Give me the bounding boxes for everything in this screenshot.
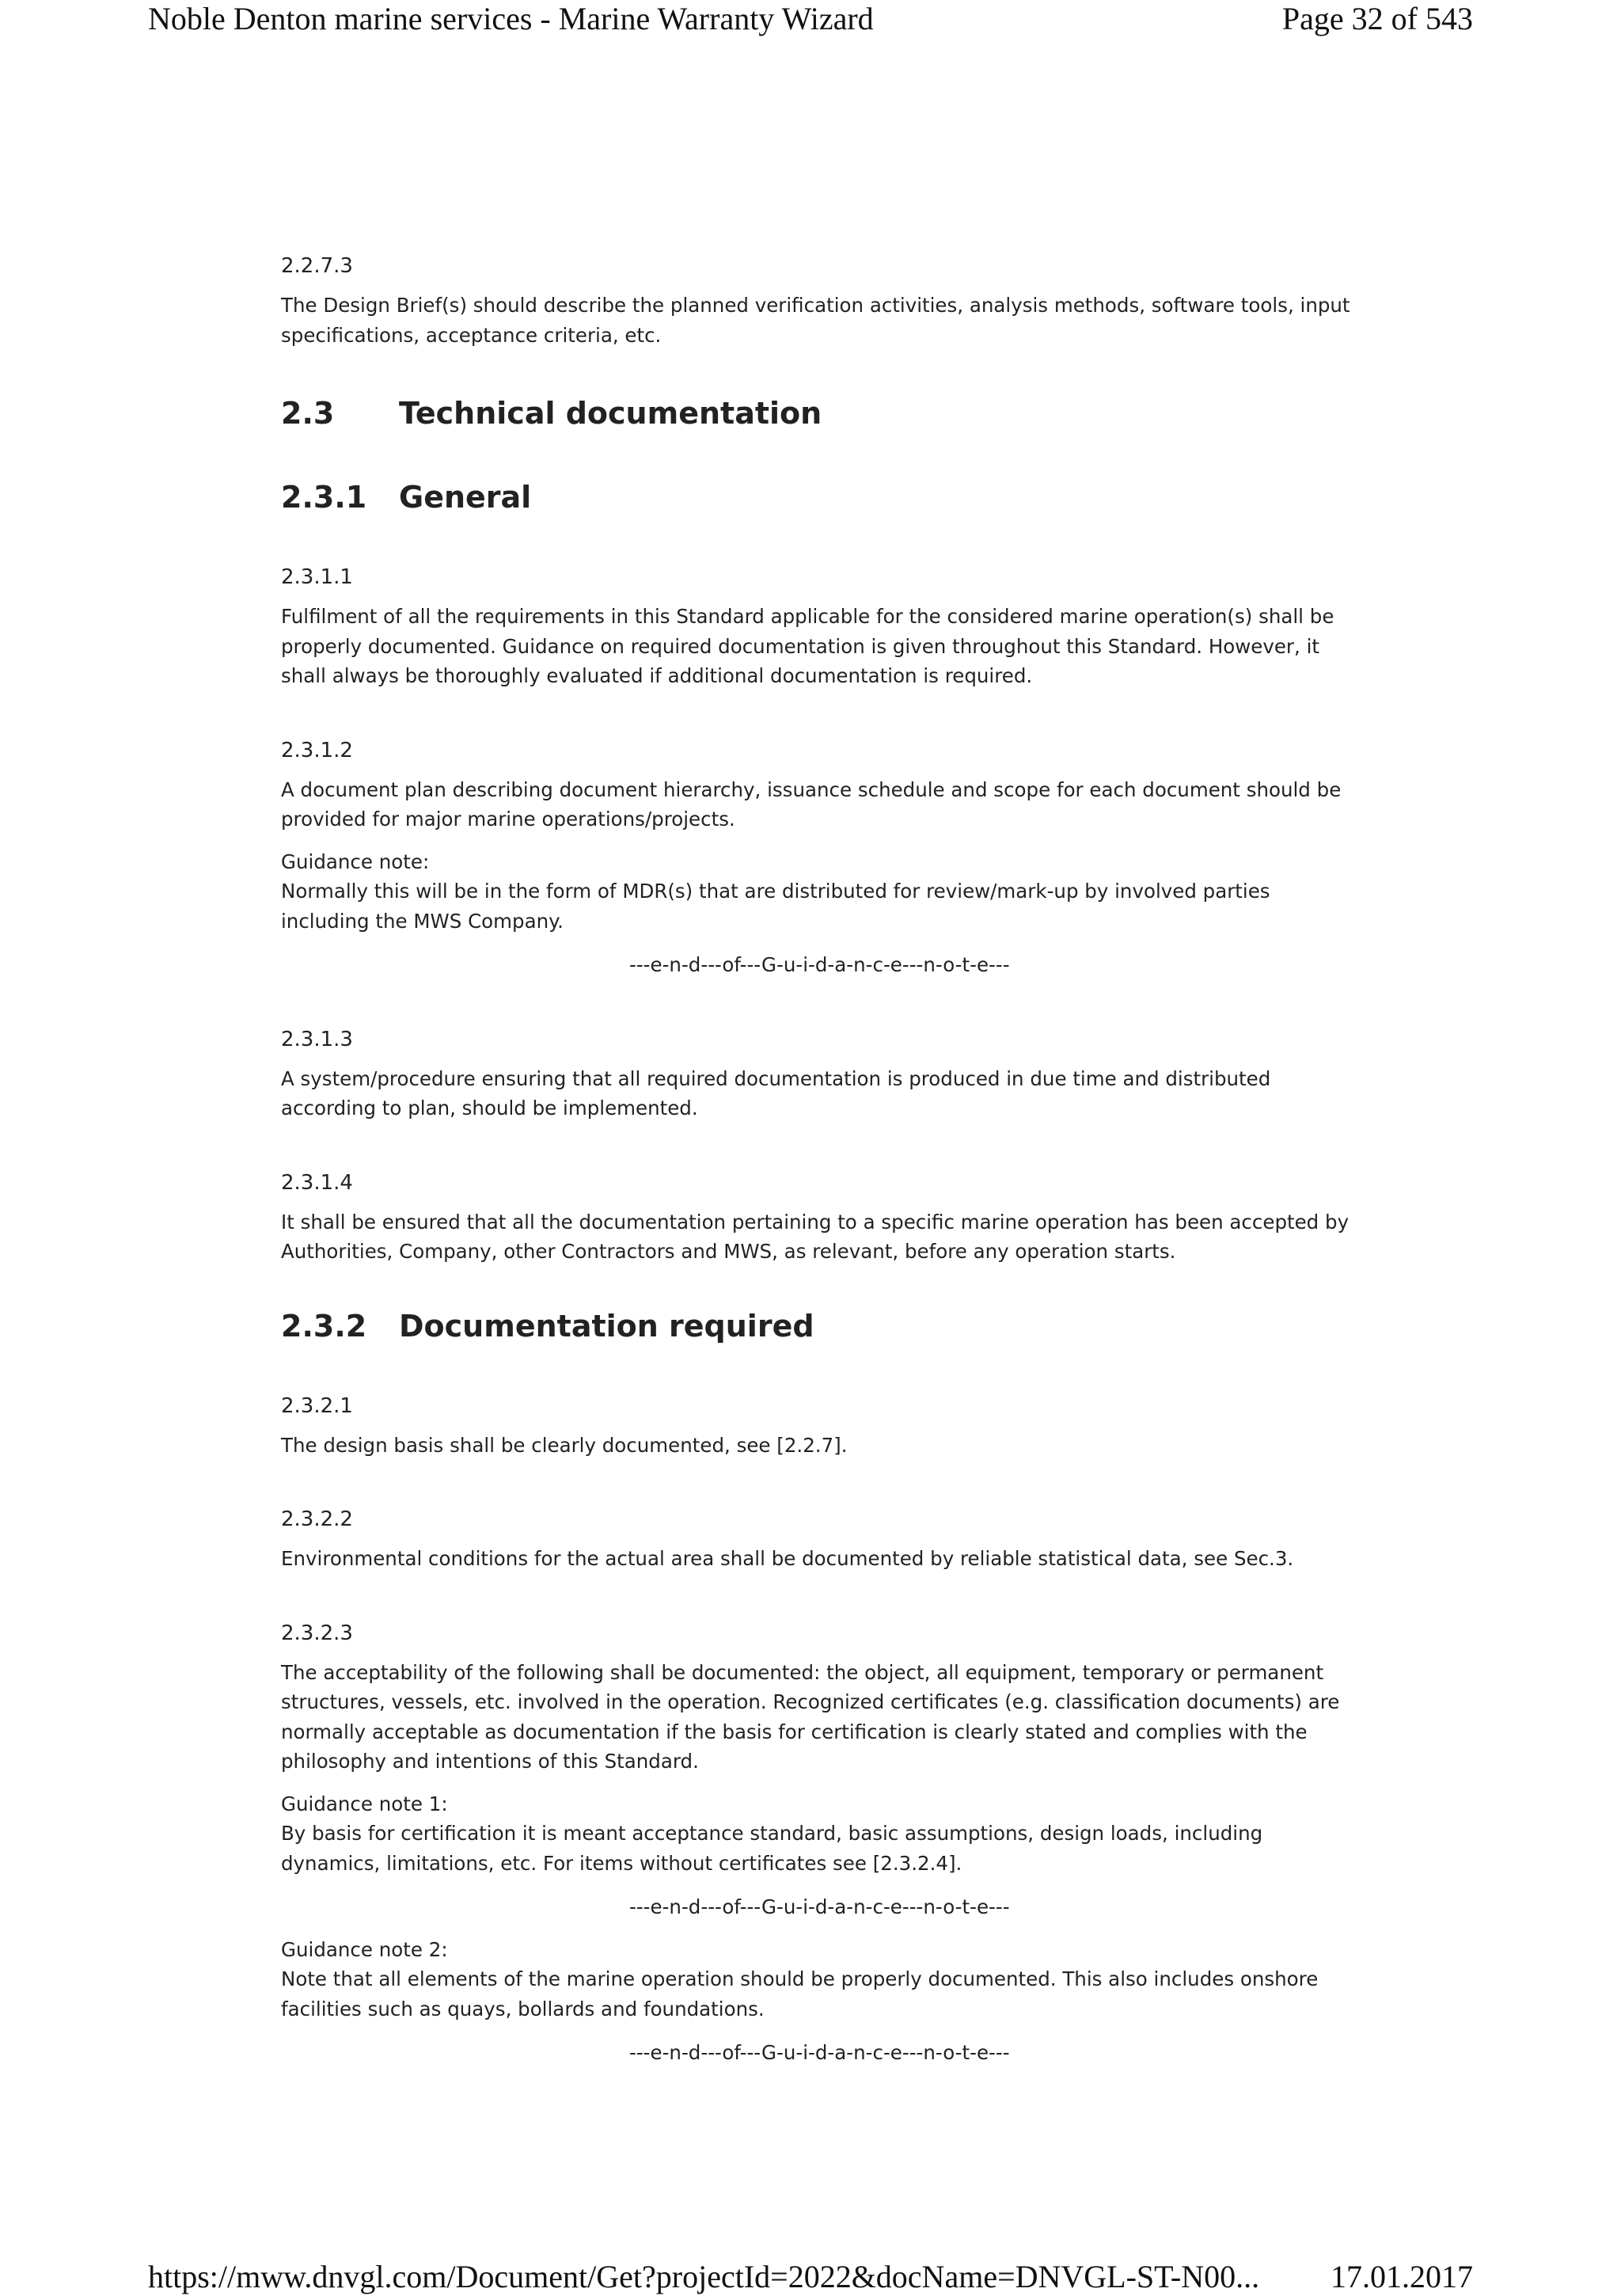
paragraph-text: Fulfilment of all the requirements in this Standard applicable for the considered marine operation(s) shall be properly documented. Guidance on required documentation is given throughout this Standard. However, it shall always be thoroughly evaluated if additional documentation is required.: [281, 605, 1334, 687]
page-header: [148, 0, 1473, 38]
print-date: 17.01.2017: [1331, 2259, 1473, 2294]
paragraph-2-3-1-2: [281, 736, 1357, 980]
section-number: 2.3: [281, 396, 335, 431]
section-title: Technical documentation: [399, 396, 822, 431]
section-heading-2-3-1: [281, 479, 1357, 515]
paragraph-2-3-2-3: [281, 1619, 1357, 2068]
paragraph-number: 2.3.1.2: [281, 738, 353, 762]
guidance-note-2-end: ---e-n-d---of---G-u-i-d-a-n-c-e---n-o-t-e---: [629, 2041, 1010, 2064]
paragraph-number: 2.3.1.4: [281, 1170, 353, 1195]
paragraph-text: A system/procedure ensuring that all required documentation is produced in due time and distributed according to plan, should be implemented.: [281, 1066, 1271, 1119]
guidance-note-text: Normally this will be in the form of MDR(s) that are distributed for review/mark-up by involved parties including the MWS Company.: [281, 880, 1270, 933]
section-title: Documentation required: [399, 1308, 814, 1344]
source-url: https://mww.dnvgl.com/Document/Get?projectId=2022&docName=DNVGL-ST-N00...: [148, 2259, 1260, 2294]
paragraph-number: 2.3.2.1: [281, 1393, 353, 1418]
document-body: [281, 252, 1357, 2113]
guidance-note-end: ---e-n-d---of---G-u-i-d-a-n-c-e---n-o-t-e---: [629, 953, 1010, 976]
paragraph-2-3-2-2: [281, 1505, 1357, 1574]
guidance-note-2-label: Guidance note 2:: [281, 1937, 448, 1961]
paragraph-text: Environmental conditions for the actual area shall be documented by reliable statistical data, see Sec.3.: [281, 1547, 1294, 1570]
paragraph-2-3-1-4: [281, 1169, 1357, 1267]
paragraph-text: The acceptability of the following shall be documented: the object, all equipment, temporary or permanent structures, vessels, etc. involved in the operation. Recognized certificates (e.g. classification documents) are normally acceptable as documentation if the basis for certification is clearly stated and complies with the philosophy and intentions of this Standard.: [281, 1660, 1340, 1773]
page-number: Page 32 of 543: [1281, 1, 1473, 36]
paragraph-number: 2.3.2.2: [281, 1507, 353, 1531]
guidance-note-2-text: Note that all elements of the marine operation should be properly documented. This also includes onshore facilities such as quays, bollards and foundations.: [281, 1967, 1319, 2020]
paragraph-text: It shall be ensured that all the documentation pertaining to a specific marine operation has been accepted by Authorities, Company, other Contractors and MWS, as relevant, before any operation starts.: [281, 1210, 1350, 1263]
guidance-note-label: Guidance note:: [281, 850, 430, 873]
paragraph-number: 2.3.1.3: [281, 1027, 353, 1051]
paragraph-2-3-2-1: [281, 1392, 1357, 1461]
section-title: General: [399, 480, 532, 515]
document-title: Noble Denton marine services - Marine Warranty Wizard: [148, 1, 874, 36]
guidance-note-1-end: ---e-n-d---of---G-u-i-d-a-n-c-e---n-o-t-e---: [629, 1895, 1010, 1918]
section-heading-2-3-2: [281, 1308, 1357, 1344]
paragraph-text: A document plan describing document hierarchy, issuance schedule and scope for each document should be provided for major marine operations/projects.: [281, 777, 1342, 831]
section-number: 2.3.1: [281, 480, 367, 515]
paragraph-number: 2.3.1.1: [281, 565, 353, 589]
paragraph-2-3-1-1: [281, 563, 1357, 691]
paragraph-2-2-7-3: [281, 252, 1357, 350]
section-heading-2-3: [281, 395, 1357, 431]
paragraph-text: The Design Brief(s) should describe the planned verification activities, analysis methods, software tools, input specifications, acceptance criteria, etc.: [281, 294, 1350, 347]
paragraph-2-3-1-3: [281, 1025, 1357, 1123]
guidance-note-1-label: Guidance note 1:: [281, 1792, 448, 1815]
paragraph-number: 2.2.7.3: [281, 254, 353, 278]
paragraph-number: 2.3.2.3: [281, 1621, 353, 1645]
page-footer: [148, 2258, 1473, 2296]
paragraph-text: The design basis shall be clearly documented, see [2.2.7].: [281, 1433, 848, 1457]
section-number: 2.3.2: [281, 1308, 367, 1344]
guidance-note-1-text: By basis for certification it is meant acceptance standard, basic assumptions, design loads, including dynamics, limitations, etc. For items without certificates see [2.3.2.4].: [281, 1822, 1263, 1875]
